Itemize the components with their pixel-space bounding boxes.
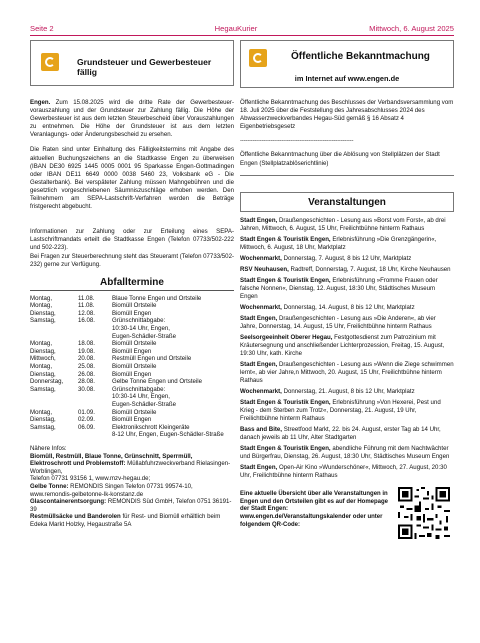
- abfall-row: [30, 409, 224, 417]
- event-item: [240, 334, 454, 358]
- info-1-text: Müllabfuhrzweckverband Rielasingen-Worblingen,: [30, 460, 231, 475]
- info-4-text: REMONDIS Süd GmbH, Telefon 0751 36191-39: [30, 498, 232, 513]
- abfall-day: Donnerstag,: [30, 378, 64, 386]
- info-4-label: Glascontainerentsorgung:: [30, 498, 107, 506]
- event-details: Draußengeschichten - Lesung aus »Borst vom Forst«, ab drei Jahren, Mittwoch, 6. August, 15 Uhr, Freilichtbühne hinterm Rathaus: [240, 216, 446, 232]
- grundsteuer-title: Grundsteuer und Gewerbesteuer fällig: [77, 57, 212, 77]
- abfall-date: [72, 325, 112, 333]
- qr-caption: Eine aktuelle Übersicht über alle Veranstaltungen in Engen und den Ortsteilen gibt es auf der Homepage der Stadt Engen: www.engen.de/Veranstaltungskalender oder unter folgendem QR-Code:: [240, 490, 389, 529]
- abfall-row: [30, 317, 224, 325]
- info-5-text: für Rest- und Biomüll erhältlich beim Edeka Markt Holzky, Hegaustraße 5A: [30, 513, 221, 528]
- abfall-text: Blaue Tonne Engen und Ortsteile: [112, 294, 202, 302]
- events-list: [240, 217, 454, 480]
- qr-code[interactable]: [398, 487, 450, 539]
- event-details: Festgottesdienst zum Patrozinium mit Kräutersegnung und anschließender Lichterprozession, Freitag, 15. August, 19:30 Uhr, kath. Kirche: [240, 333, 445, 357]
- abfall-row: [30, 393, 224, 401]
- header-divider: [30, 35, 454, 36]
- abfall-day: Samstag,: [30, 423, 56, 431]
- info-2: Telefon 07731 93156 1, www.mzv-hegau.de;: [30, 475, 151, 483]
- stadt-engen-logo-icon: [249, 49, 267, 67]
- event-details: abendliche Führung mit dem Nachtwächter und Bürgerfrau, Dienstag, 26. August, 18:30 Uhr, Städtisches Museum Engen: [240, 444, 450, 460]
- bekanntmachung-paragraph-2: Öffentliche Bekanntmachung über die Ablösung von Stellplätzen der Stadt Engen (Stellplatzablöserichtlinie): [240, 151, 440, 167]
- separator-line: ---------------------------------------------------------------: [240, 138, 354, 145]
- abfall-divider: [30, 290, 234, 291]
- location-lead: Engen.: [30, 99, 51, 106]
- abfall-date: 20.08.: [78, 355, 95, 363]
- grundsteuer-paragraph-4: Bei Fragen zur Steuerberechnung steht das Steueramt (Telefon 07733/502-232) gerne zur Verfügung.: [30, 252, 234, 268]
- event-organizer: Stadt Engen & Touristik Engen,: [240, 444, 331, 452]
- abfall-text: Eugen-Schädler-Straße: [112, 401, 177, 408]
- veranstaltungen-title-box: [240, 192, 454, 212]
- event-item: [240, 388, 454, 396]
- event-details: Open-Air Kino »Wunderschöner«, Mittwoch, 27. August, 20:30 Uhr, Freilichtbühne hinterm Rathaus: [240, 463, 447, 479]
- bekanntmachung-subtitle: im Internet auf www.engen.de: [294, 74, 400, 83]
- abfall-text: Biomüll Ortsteile: [112, 340, 157, 348]
- abfall-day: Montag,: [30, 294, 53, 302]
- grundsteuer-paragraph-2: Die Raten sind unter Einhaltung des Fälligkeitstermins mit Angabe des aktuellen Buchungszeichens an die Stadtkasse Engen zu überweisen (IBAN DE30 6925 1445 0005 0001 95 Sparkasse Engen-Gottmadingen oder IBAN DE11 6649 0000 0038 5460 23, Volksbank eG - Die Gestalterbank). Bei verspäteter Zahlung müssen Mahngebühren und die gesetzlich vorgeschriebenen Säumniszuschläge erhoben werden. Den Teilnehmern am SEPA-Lastschrift-Verfahren werden die Beträge fristgerecht abgebucht.: [30, 146, 234, 211]
- info-3: [30, 483, 234, 498]
- abfall-date: 16.08.: [78, 317, 95, 325]
- abfall-text: 10:30-14 Uhr, Engen,: [112, 325, 170, 333]
- abfall-date: 11.08.: [78, 302, 95, 310]
- grundsteuer-paragraph-1: [30, 99, 234, 139]
- abfall-date: 12.08.: [78, 309, 95, 317]
- event-details: Donnerstag, 21. August, 8 bis 12 Uhr, Marktplatz: [281, 387, 415, 395]
- abfall-date: [72, 393, 112, 401]
- event-item: [240, 304, 454, 312]
- event-item: [240, 464, 454, 480]
- abfall-text: Biomüll Ortsteile: [112, 408, 157, 416]
- right-column: [240, 40, 454, 547]
- abfall-day: Dienstag,: [30, 416, 56, 424]
- abfall-text: Biomüll Ortsteile: [112, 363, 157, 371]
- info-1: [30, 453, 234, 476]
- abfall-row: [30, 401, 224, 409]
- info-heading: Nähere Infos:: [30, 444, 67, 452]
- event-organizer: Wochenmarkt,: [240, 254, 282, 262]
- event-details: Draußengeschichten - Lesung aus »Die Anderen«, ab vier Jahre, Donnerstag, 14. August, 15 Uhr, Freilichtbühne hinterm Rathaus: [240, 314, 436, 330]
- event-details: Erlebnisführung »Die Grenzgängerin«, Mittwoch, 6. August, 18 Uhr, Marktplatz: [240, 235, 437, 251]
- event-item: [240, 277, 454, 301]
- issue-date: Mittwoch, 6. August 2025: [369, 24, 454, 33]
- abfall-row: [30, 416, 224, 424]
- info-5-label: Restmüllsäcke und Banderolen: [30, 513, 121, 521]
- abfall-text: Grünschnittabgabe:: [112, 385, 166, 393]
- abfall-text: 8-12 Uhr, Engen, Eugen-Schädler-Straße: [112, 431, 224, 439]
- bekanntmachung-bottom-rule: [240, 175, 454, 176]
- event-details: Erlebnisführung »Fromme Frauen oder falsche Nonnen«, Dienstag, 12. August, 18:30 Uhr, Städtisches Museum Engen: [240, 276, 438, 300]
- abfall-row: [30, 424, 224, 432]
- abfall-date: 19.08.: [78, 347, 95, 355]
- abfall-row: [30, 355, 224, 363]
- event-organizer: Stadt Engen & Touristik Engen,: [240, 235, 331, 243]
- abfall-row: [30, 340, 224, 348]
- event-details: Donnerstag, 14. August, 8 bis 12 Uhr, Marktplatz: [281, 303, 415, 311]
- page-number: Seite 2: [30, 24, 54, 33]
- abfall-date: 01.09.: [78, 408, 95, 416]
- abfall-row: [30, 371, 224, 379]
- abfall-text: Eugen-Schädler-Straße: [112, 332, 177, 340]
- grundsteuer-title-box: [30, 40, 234, 86]
- abfall-row: [30, 333, 224, 341]
- abfall-text: Biomüll Engen: [112, 370, 152, 378]
- page-header: [30, 22, 454, 36]
- info-3-label: Gelbe Tonne:: [30, 482, 69, 490]
- event-details: Donnerstag, 7. August, 8 bis 12 Uhr, Marktplatz: [281, 254, 412, 262]
- abfall-row: [30, 295, 224, 303]
- event-organizer: Wochenmarkt,: [240, 303, 282, 311]
- info-4: [30, 498, 234, 513]
- abfall-row: [30, 348, 224, 356]
- abfall-day: Mittwoch,: [30, 355, 56, 363]
- abfall-row: [30, 310, 224, 318]
- grundsteuer-p1-text: Zum 15.08.2025 wird die dritte Rate der Gewerbesteuer-vorauszahlung und der Grundsteuer zur Zahlung fällig. Die Höhe der Gewerbesteuer ist aus dem letzten Steuerbescheid über Vorauszahlungen zu entnehmen. Die Höhe der Grundsteuer ist aus dem letzten Veranlagungs- oder Änderungsbescheid zu ersehen.: [30, 99, 234, 139]
- abfall-text: Gelbe Tonne Engen und Ortsteile: [112, 378, 203, 386]
- bekanntmachung-paragraph-1: Öffentliche Bekanntmachung des Beschlusses der Verbandsversammlung vom 18. Juli 2025 über die Feststellung des Jahresabschlusses 2024 des Abwasserzweckverbandes Hegau-Süd gemäß § 16 Absatz 4 Eigenbetriebsgesetz: [240, 99, 454, 131]
- info-5: [30, 513, 234, 528]
- bekanntmachung-box: [240, 40, 454, 88]
- event-item: [240, 217, 454, 233]
- abfall-day: [30, 393, 72, 401]
- event-item: [240, 361, 454, 385]
- abfall-text: Elektronikschrott Kleingeräte: [112, 423, 190, 431]
- event-item: [240, 266, 454, 274]
- abfall-text: Biomüll Engen: [112, 416, 152, 424]
- abfall-text: Biomüll Engen: [112, 347, 152, 355]
- event-organizer: RSV Neuhausen,: [240, 265, 289, 273]
- info-3-text: REMONDIS Singen Telefon 07731 99574-10, www.remondis-gelbetonne-lk-konstanz.de: [30, 482, 193, 498]
- abfall-day: Montag,: [30, 408, 53, 416]
- abfall-text: Biomüll Engen: [112, 309, 152, 317]
- event-organizer: Stadt Engen & Touristik Engen,: [240, 398, 331, 406]
- event-details: Radtreff, Donnerstag, 7. August, 18 Uhr, Kirche Neuhausen: [288, 265, 451, 273]
- event-details: Streetfood Markt, 22. bis 24. August, erster Tag ab 14 Uhr, danach jeweils ab 11 Uhr, Alter Stadtgarten: [240, 425, 441, 441]
- stadt-engen-logo-icon: [41, 53, 59, 71]
- bekanntmachung-title: Öffentliche Bekanntmachung: [291, 51, 430, 62]
- event-organizer: Stadt Engen,: [240, 216, 278, 224]
- event-organizer: Stadt Engen & Touristik Engen,: [240, 276, 331, 284]
- abfall-text: 10:30-14 Uhr, Engen,: [112, 393, 170, 401]
- event-item: [240, 255, 454, 263]
- abfall-row: [30, 431, 224, 439]
- abfall-date: 26.08.: [78, 370, 95, 378]
- left-column: [30, 40, 234, 529]
- event-item: [240, 426, 454, 442]
- qr-section: [240, 487, 454, 547]
- abfall-day: Montag,: [30, 340, 53, 348]
- abfall-table: [30, 295, 224, 439]
- abfall-day: Dienstag,: [30, 309, 56, 317]
- abfall-date: 28.08.: [78, 378, 95, 386]
- bekanntmachung-text: [240, 99, 454, 168]
- abfall-date: 11.08.: [78, 294, 95, 302]
- event-organizer: Stadt Engen,: [240, 360, 278, 368]
- abfall-row: [30, 302, 224, 310]
- abfall-day: Samstag,: [30, 385, 56, 393]
- abfall-day: [30, 333, 72, 341]
- abfall-text: Restmüll Engen und Ortsteile: [112, 355, 192, 363]
- abfall-date: 02.09.: [78, 416, 95, 424]
- abfall-day: Samstag,: [30, 317, 56, 325]
- event-organizer: Stadt Engen,: [240, 463, 278, 471]
- event-organizer: Seelsorgeeinheit Oberer Hegau,: [240, 333, 333, 341]
- abfall-day: Montag,: [30, 302, 53, 310]
- event-details: Draußengeschichten - Lesung aus »Wenn die Ziege schwimmen lernt«, ab vier Jahre,n Mittwoch, 20. August, 15 Uhr, Freilichtbühne hinterm Rathaus: [240, 360, 454, 384]
- event-item: [240, 399, 454, 423]
- abfall-day: [30, 401, 72, 409]
- veranstaltungen-title: Veranstaltungen: [308, 196, 386, 208]
- abfall-day: [30, 431, 72, 439]
- abfall-day: Montag,: [30, 363, 53, 371]
- event-details: Erlebnisführung »Von Hexerei, Pest und Krieg - dem Sterben zum Trotz«, Donnerstag, 21. August, 19 Uhr, Freilichtbühne hinterm Rathaus: [240, 398, 441, 422]
- abfall-row: [30, 325, 224, 333]
- event-organizer: Stadt Engen,: [240, 314, 278, 322]
- abfall-date: 30.08.: [78, 385, 95, 393]
- abfall-date: [72, 431, 112, 439]
- abfall-title: Abfalltermine: [100, 276, 164, 288]
- event-organizer: Wochenmarkt,: [240, 387, 282, 395]
- abfall-info: [30, 445, 234, 529]
- event-item: [240, 236, 454, 252]
- abfall-row: [30, 378, 224, 386]
- abfall-date: [72, 401, 112, 409]
- abfall-date: 06.09.: [78, 423, 95, 431]
- event-item: [240, 315, 454, 331]
- abfall-day: [30, 325, 72, 333]
- abfall-day: Dienstag,: [30, 347, 56, 355]
- event-item: [240, 445, 454, 461]
- abfall-date: [72, 333, 112, 341]
- newspaper-name: HegauKurier: [214, 24, 258, 33]
- grundsteuer-paragraph-3: Informationen zur Zahlung oder zur Erteilung eines SEPA-Lastschriftmandats erteilt die Stadtkasse Engen (Telefon 07733/502-222 und 502-223).: [30, 228, 234, 252]
- abfall-date: 18.08.: [78, 340, 95, 348]
- abfall-date: 25.08.: [78, 363, 95, 371]
- grundsteuer-text: [30, 99, 234, 269]
- abfall-row: [30, 363, 224, 371]
- event-organizer: Bass and Bite,: [240, 425, 282, 433]
- abfall-text: Biomüll Ortsteile: [112, 302, 157, 310]
- abfall-row: [30, 386, 224, 394]
- abfall-day: Dienstag,: [30, 370, 56, 378]
- abfall-text: Grünschnittabgabe:: [112, 317, 166, 325]
- info-1-label: Biomüll, Restmüll, Blaue Tonne, Grünschnitt, Sperrmüll, Elektroschrott und Problemstoff:: [30, 452, 193, 468]
